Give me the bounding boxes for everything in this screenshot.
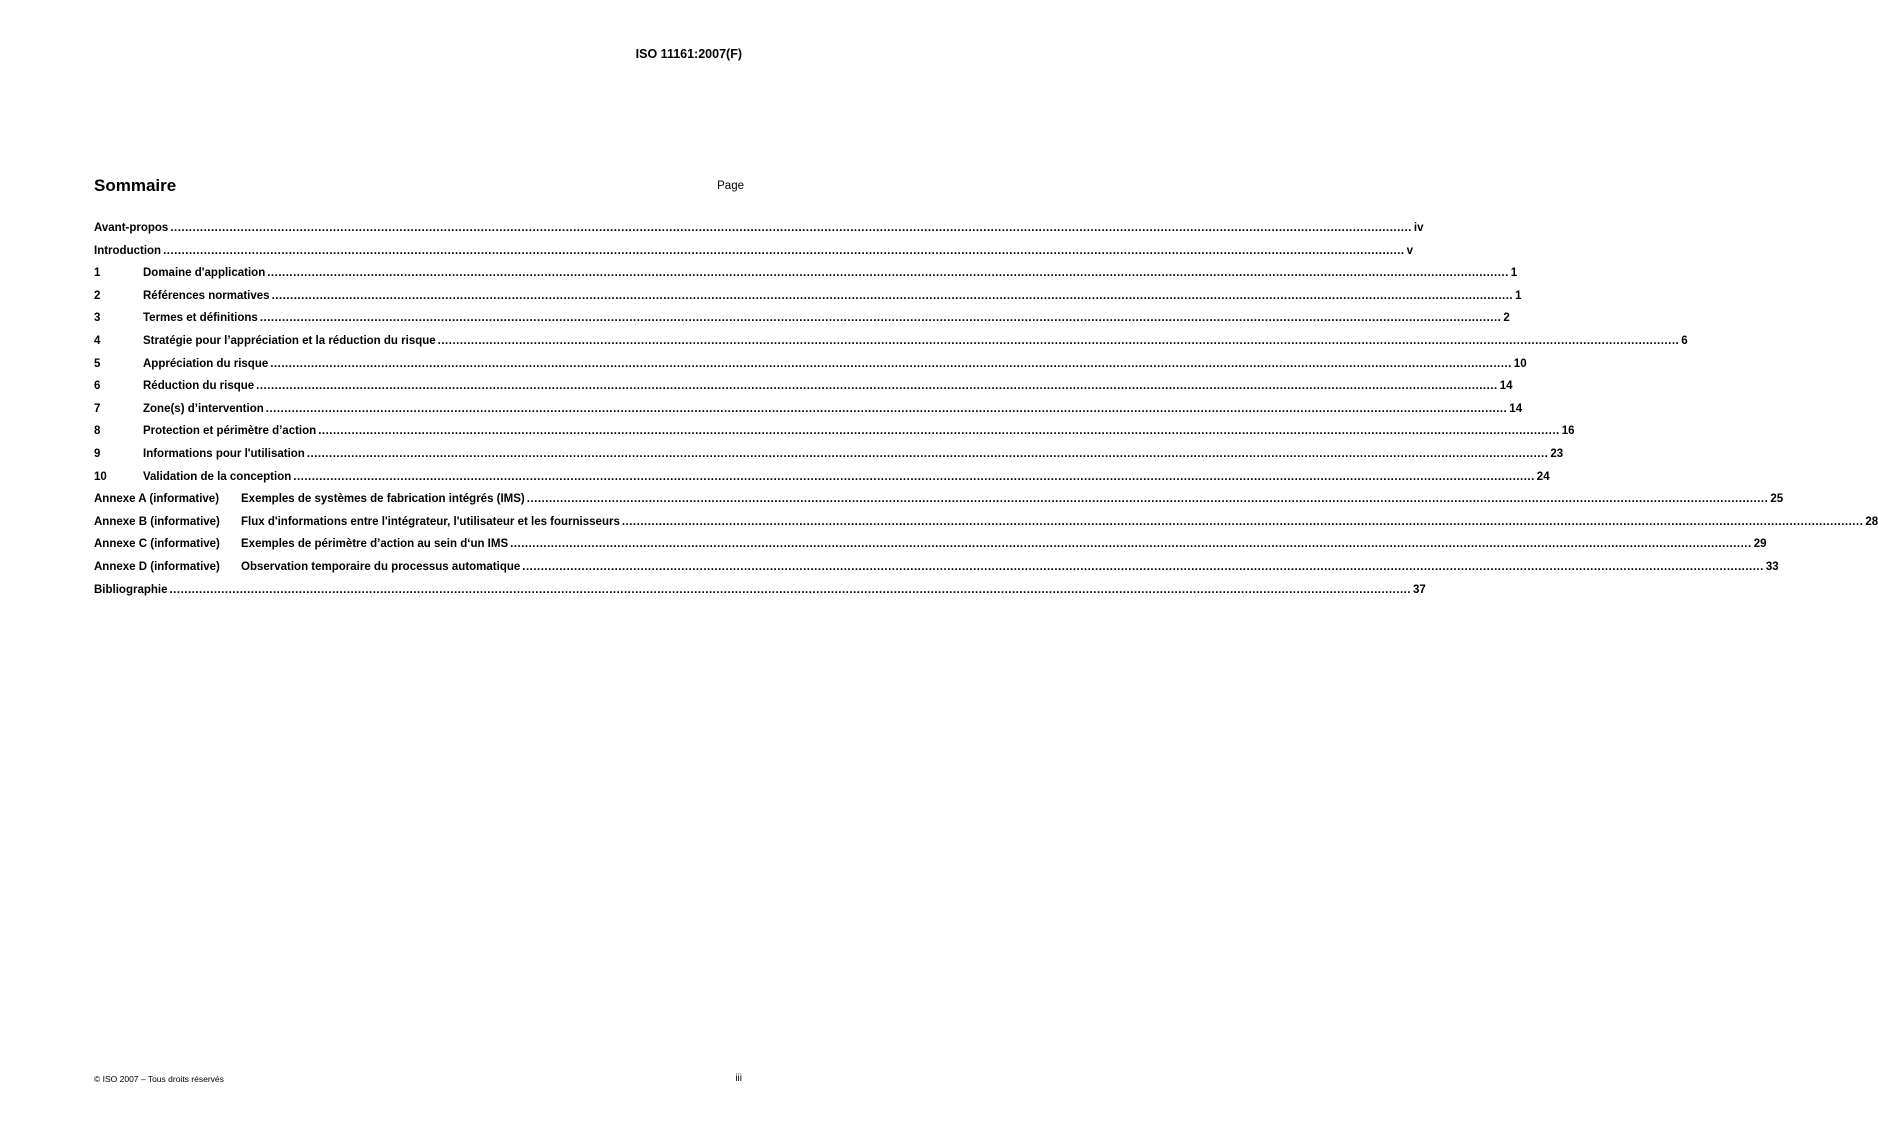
document-id: ISO 11161:2007(F) bbox=[635, 47, 742, 61]
toc-dot-leader bbox=[270, 358, 1512, 370]
toc-dot-leader bbox=[510, 538, 1752, 550]
toc-entry[interactable] bbox=[94, 334, 1688, 358]
toc-dot-leader bbox=[260, 312, 1502, 324]
toc-entry-number: 3 bbox=[94, 312, 101, 325]
toc-entry-title: Exemples de systèmes de fabrication intégrés (IMS) bbox=[241, 493, 525, 506]
toc-entry-annex-label: Annexe B (informative) bbox=[94, 515, 220, 528]
toc-entry[interactable] bbox=[94, 538, 1767, 561]
toc-entry-page: 6 bbox=[1681, 334, 1688, 347]
toc-dot-leader bbox=[169, 584, 1411, 596]
toc-entry-number: 1 bbox=[94, 267, 101, 280]
toc-entry-number: 4 bbox=[94, 334, 101, 347]
toc-dot-leader bbox=[256, 380, 1498, 392]
toc-entry-title: Domaine d'application bbox=[143, 267, 266, 280]
table-of-contents bbox=[94, 222, 1878, 606]
toc-entry-title: Références normatives bbox=[143, 289, 270, 302]
toc-dot-leader bbox=[170, 222, 1412, 234]
toc-entry-page: 14 bbox=[1499, 380, 1513, 393]
toc-entry-title: Bibliographie bbox=[94, 583, 168, 596]
toc-entry-annex-label: Annexe C (informative) bbox=[94, 538, 220, 551]
toc-entry-page: 28 bbox=[1865, 515, 1878, 528]
toc-entry[interactable] bbox=[94, 560, 1779, 584]
toc-entry-number: 10 bbox=[94, 470, 107, 483]
toc-entry-title: Flux d'informations entre l'intégrateur, l'utilisateur et les fournisseurs bbox=[241, 515, 620, 528]
toc-dot-leader bbox=[267, 267, 1509, 279]
toc-dot-leader bbox=[622, 516, 1864, 528]
toc-title: Sommaire bbox=[94, 176, 177, 195]
toc-dot-leader bbox=[522, 561, 1764, 573]
toc-dot-leader bbox=[272, 290, 1514, 302]
toc-entry-page: iv bbox=[1413, 222, 1424, 234]
toc-page-label: Page bbox=[717, 180, 744, 192]
toc-dot-leader bbox=[266, 403, 1508, 415]
toc-entry-title: Stratégie pour l’appréciation et la réduction du risque bbox=[143, 334, 436, 347]
toc-entry-page: v bbox=[1406, 244, 1414, 257]
toc-entry-number: 7 bbox=[94, 402, 101, 415]
toc-entry-title: Informations pour l'utilisation bbox=[143, 447, 305, 460]
footer-page-number: iii bbox=[735, 1073, 742, 1084]
toc-dot-leader bbox=[527, 493, 1769, 505]
toc-entry-number: 5 bbox=[94, 357, 101, 370]
toc-entry[interactable] bbox=[94, 493, 1784, 516]
toc-entry[interactable] bbox=[94, 267, 1518, 290]
toc-dot-leader bbox=[438, 335, 1680, 347]
toc-entry[interactable] bbox=[94, 402, 1523, 426]
toc-heading bbox=[94, 176, 744, 198]
toc-dot-leader bbox=[307, 448, 1549, 460]
toc-entry[interactable] bbox=[94, 515, 1878, 539]
toc-entry-title: Termes et définitions bbox=[143, 312, 258, 325]
toc-entry-page: 33 bbox=[1765, 560, 1779, 573]
toc-entry-title: Réduction du risque bbox=[143, 380, 255, 393]
toc-entry-number: 8 bbox=[94, 425, 101, 438]
toc-entry-page: 29 bbox=[1753, 538, 1767, 551]
toc-entry-page: 37 bbox=[1413, 583, 1426, 596]
footer-copyright: © ISO 2007 – Tous droits réservés bbox=[94, 1074, 224, 1084]
toc-entry-annex-label: Annexe D (informative) bbox=[94, 560, 220, 573]
toc-entry-number: 2 bbox=[94, 289, 101, 302]
toc-entry-title: Exemples de périmètre d’action au sein d‘un IMS bbox=[241, 538, 509, 551]
toc-entry-annex-label: Annexe A (informative) bbox=[94, 493, 220, 506]
toc-dot-leader bbox=[293, 471, 1535, 483]
toc-entry-title: Zone(s) d’intervention bbox=[143, 402, 264, 415]
toc-entry-page: 23 bbox=[1550, 447, 1564, 460]
toc-entry-number: 9 bbox=[94, 447, 101, 460]
toc-entry-title: Introduction bbox=[94, 244, 162, 257]
toc-entry[interactable] bbox=[94, 380, 1513, 403]
toc-entry-page: 25 bbox=[1770, 493, 1784, 506]
toc-entry-page: 2 bbox=[1503, 312, 1510, 325]
toc-entry-page: 24 bbox=[1536, 470, 1550, 483]
toc-dot-leader bbox=[318, 425, 1560, 437]
toc-entry-title: Protection et périmètre d’action bbox=[143, 425, 317, 438]
toc-entry[interactable] bbox=[94, 425, 1575, 448]
toc-entry[interactable] bbox=[94, 244, 1414, 268]
toc-entry[interactable] bbox=[94, 447, 1564, 471]
toc-entry-title: Appréciation du risque bbox=[143, 357, 269, 370]
toc-entry-title: Avant-propos bbox=[94, 222, 169, 234]
toc-entry[interactable] bbox=[94, 470, 1550, 494]
toc-entry-page: 1 bbox=[1510, 267, 1518, 280]
toc-entry[interactable] bbox=[94, 222, 1424, 245]
toc-entry-title: Observation temporaire du processus automatique bbox=[241, 560, 521, 573]
toc-entry-page: 16 bbox=[1561, 425, 1575, 438]
toc-entry-page: 14 bbox=[1509, 402, 1523, 415]
toc-entry[interactable] bbox=[94, 289, 1522, 313]
toc-entry-page: 1 bbox=[1515, 289, 1522, 302]
toc-entry[interactable] bbox=[94, 583, 1426, 607]
toc-entry-number: 6 bbox=[94, 380, 101, 393]
toc-dot-leader bbox=[163, 245, 1405, 257]
toc-entry[interactable] bbox=[94, 357, 1527, 381]
toc-entry[interactable] bbox=[94, 312, 1510, 335]
toc-entry-page: 10 bbox=[1513, 357, 1527, 370]
toc-entry-title: Validation de la conception bbox=[143, 470, 292, 483]
